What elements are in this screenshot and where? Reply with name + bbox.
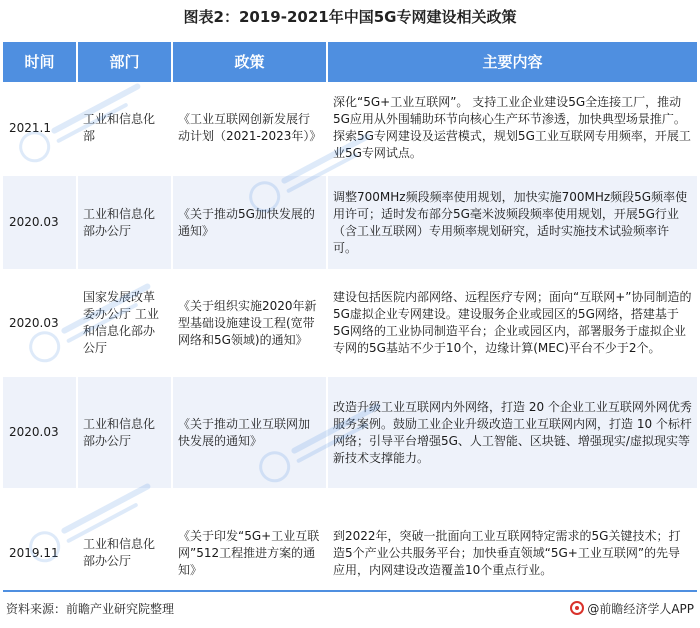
row-date: 2020.03: [3, 176, 78, 271]
header-time: 时间: [3, 42, 78, 82]
row-date: 2019.11: [3, 490, 78, 618]
row-department: 工业和信息化部办公厅: [78, 176, 173, 271]
row-content: 建设包括医院内部网络、远程医疗专网；面向“互联网+”协同制造的5G虚拟企业专网建设。建设服务企业或园区的5G网络，搭建基于5G网络的工业协同制造平台；企业或园区内，部署服务于虚拟企业专网的5G基站不少于10个，边缘计算(MEC)平台不少于2个。: [328, 271, 697, 377]
row-department: 工业和信息化部办公厅: [78, 490, 173, 618]
row-content: 调整700MHz频段频率使用规划，加快实施700MHz频段5G频率使用许可；适时发布部分5G毫米波频段频率使用规划，开展5G行业（含工业互联网）专用频率规划研究，适时实施技术试验频率许可。: [328, 176, 697, 271]
header-policy: 政策: [173, 42, 328, 82]
table-row: [3, 176, 697, 271]
brand-label: @前瞻经济学人APP: [587, 601, 694, 616]
footer: [6, 598, 694, 618]
row-content: 到2022年，突破一批面向工业互联网特定需求的5G关键技术；打造5个产业公共服务平台；加快垂直领域“5G+工业互联网”的先导应用，内网建设改造覆盖10个重点行业。: [328, 490, 697, 618]
page-title: 图表2：2019-2021年中国5G专网建设相关政策: [183, 8, 517, 26]
row-department: 国家发展改革委办公厅 工业和信息化部办公厅: [78, 271, 173, 377]
row-date: 2020.03: [3, 271, 78, 377]
row-policy: 《关于印发“5G+工业互联网”512工程推进方案的通知》: [173, 490, 328, 618]
source-note: 资料来源：前瞻产业研究院整理: [6, 601, 175, 616]
header-main-content: 主要内容: [328, 42, 697, 82]
brand-attribution: [570, 600, 694, 617]
row-date: 2020.03: [3, 377, 78, 490]
table-header-row: [3, 42, 697, 82]
row-content: 深化“5G+工业互联网”。 支持工业企业建设5G全连接工厂，推动5G应用从外围辅助环节向核心生产环节渗透，加快典型场景推广。探索5G专网建设及运营模式，规划5G工业互联网专用频率，开展工业5G专网试点。: [328, 82, 697, 176]
row-content: 改造升级工业互联网内外网络，打造 20 个企业工业互联网外网优秀服务案例。鼓励工业企业升级改造工业互联网内网，打造 10 个标杆网络；引导平台增强5G、人工智能、区块链、增强现实/虚拟现实等新技术支撑能力。: [328, 377, 697, 490]
brand-logo-icon: [570, 601, 584, 615]
row-policy: 《工业互联网创新发展行动计划（2021-2023年）》: [173, 82, 328, 176]
row-policy: 《关于组织实施2020年新型基础设施建设工程(宽带网络和5G领域)的通知》: [173, 271, 328, 377]
table-row: [3, 377, 697, 490]
policy-table: [3, 42, 697, 618]
row-policy: 《关于推动5G加快发展的通知》: [173, 176, 328, 271]
row-date: 2021.1: [3, 82, 78, 176]
header-department: 部门: [78, 42, 173, 82]
row-policy: 《关于推动工业互联网加快发展的通知》: [173, 377, 328, 490]
row-department: 工业和信息化部: [78, 82, 173, 176]
table-row: [3, 271, 697, 377]
row-department: 工业和信息化部办公厅: [78, 377, 173, 490]
footer-divider: [3, 590, 697, 592]
table-row: [3, 82, 697, 176]
